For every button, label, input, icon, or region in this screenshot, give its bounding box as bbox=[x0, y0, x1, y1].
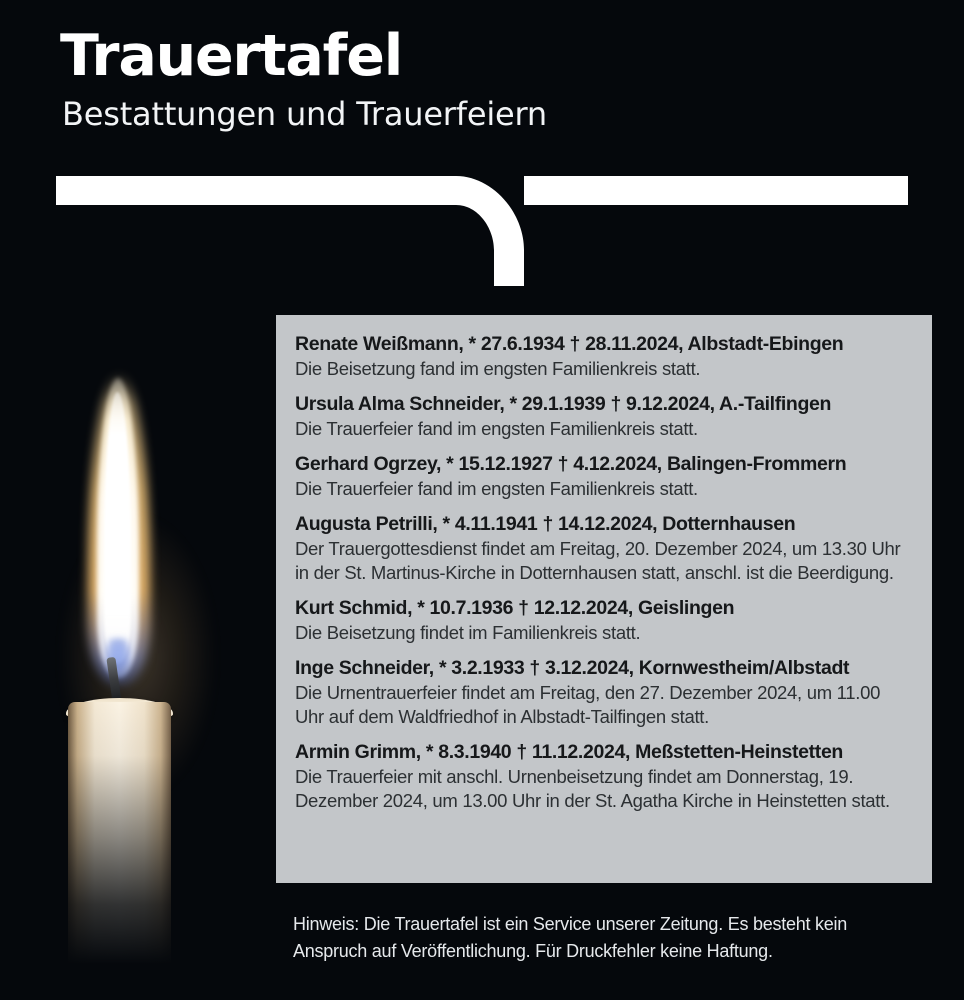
notice-heading: Renate Weißmann, * 27.6.1934 † 28.11.2024, Albstadt-Ebingen bbox=[295, 333, 844, 355]
candle-body bbox=[68, 702, 171, 1000]
notice-text: Der Trauergottesdienst findet am Freitag, 20. Dezember 2024, um 13.30 Uhr in der St. Martinus-Kirche in Dotternhausen statt, anschl. ist die Beerdigung. bbox=[295, 538, 901, 583]
candle-image bbox=[0, 300, 276, 1000]
notice-heading: Inge Schneider, * 3.2.1933 † 3.12.2024, Kornwestheim/Albstadt bbox=[295, 657, 850, 679]
rule-bar-left bbox=[56, 176, 420, 205]
notice-entry bbox=[295, 332, 912, 381]
rule-seam bbox=[420, 177, 421, 204]
notice-entry bbox=[295, 740, 912, 813]
notice-text: Die Trauerfeier fand im engsten Familienkreis statt. bbox=[295, 418, 698, 439]
notice-entry bbox=[295, 452, 912, 501]
notice-heading: Kurt Schmid, * 10.7.1936 † 12.12.2024, Geislingen bbox=[295, 597, 735, 619]
disclaimer-text: Hinweis: Die Trauertafel ist ein Service unserer Zeitung. Es besteht kein Anspruch auf Veröffentlichung. Für Druckfehler keine Haftung. bbox=[293, 914, 848, 961]
notice-entry bbox=[295, 656, 912, 729]
notice-text: Die Trauerfeier mit anschl. Urnenbeisetzung findet am Donnerstag, 19. Dezember 2024, um 13.00 Uhr in der St. Agatha Kirche in Heinstetten statt. bbox=[295, 766, 890, 811]
notices-panel bbox=[276, 315, 932, 883]
notice-entry bbox=[295, 596, 912, 645]
page-title: Trauertafel bbox=[60, 23, 403, 89]
notice-text: Die Beisetzung findet im Familienkreis statt. bbox=[295, 622, 641, 643]
notice-entry bbox=[295, 392, 912, 441]
notice-heading: Armin Grimm, * 8.3.1940 † 11.12.2024, Meßstetten-Heinstetten bbox=[295, 741, 843, 763]
rule-elbow-icon bbox=[420, 176, 524, 286]
notice-heading: Augusta Petrilli, * 4.11.1941 † 14.12.2024, Dotternhausen bbox=[295, 513, 796, 535]
masthead bbox=[60, 23, 920, 133]
notice-heading: Gerhard Ogrzey, * 15.12.1927 † 4.12.2024, Balingen-Frommern bbox=[295, 453, 847, 475]
notice-text: Die Urnentrauerfeier findet am Freitag, den 27. Dezember 2024, um 11.00 Uhr auf dem Waldfriedhof in Albstadt-Tailfingen statt. bbox=[295, 682, 881, 727]
notice-text: Die Trauerfeier fand im engsten Familienkreis statt. bbox=[295, 478, 698, 499]
notice-heading: Ursula Alma Schneider, * 29.1.1939 † 9.12.2024, A.-Tailfingen bbox=[295, 393, 832, 415]
notice-text: Die Beisetzung fand im engsten Familienkreis statt. bbox=[295, 358, 701, 379]
notice-entry bbox=[295, 512, 912, 585]
page-subtitle: Bestattungen und Trauerfeiern bbox=[62, 95, 547, 133]
rule-bar-right bbox=[524, 176, 908, 205]
